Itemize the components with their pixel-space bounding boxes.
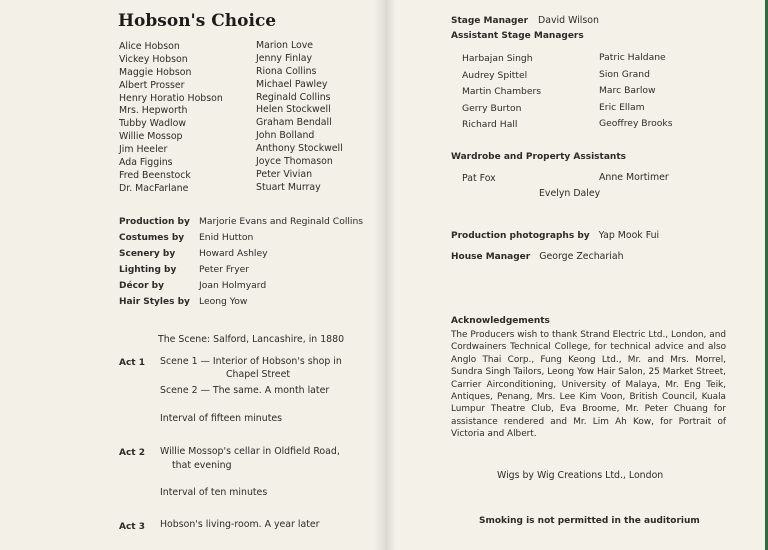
character-name: Fred Beenstock [119,169,191,181]
actor-name: Marion Love [256,40,314,51]
actor-name: Riona Collins [256,65,317,77]
credit-row [119,294,363,310]
act-2-setting-cont: that evening [172,460,232,471]
asm-name: Gerry Burton [462,102,522,114]
asm-name: Martin Chambers [462,86,542,97]
wardrobe-heading: Wardrobe and Property Assistants [451,152,626,162]
character-name: Tubby Wadlow [119,118,187,130]
wardrobe-name: Evelyn Daley [539,188,601,199]
actor-name: John Bolland [256,130,315,142]
credit-label: Scenery by [119,249,176,259]
act-1-scene-1-cont: Chapel Street [226,369,291,380]
asm-name: Patric Haldane [599,52,666,63]
act-1-scene-2: Scene 2 — The same. A month later [160,385,330,396]
character-name: Willie Mossop [119,131,183,143]
production-credits [119,214,363,310]
credit-label: Hair Styles by [119,297,190,307]
asm-name: Eric Ellam [599,101,645,113]
house-manager-label: House Manager [451,252,531,262]
actor-name: Stuart Murray [256,181,321,193]
stage-manager-row [451,8,599,28]
photos-row [451,223,659,243]
actor-name: Joyce Thomason [256,156,333,168]
act-1-interval: Interval of fifteen minutes [160,413,283,424]
wigs-credit: Wigs by Wig Creations Ltd., London [497,470,664,481]
actor-name: Graham Bendall [256,117,332,129]
credit-row [119,214,363,230]
credit-value: Marjorie Evans and Reginald Collins [199,216,364,227]
photos-name: Yap Mook Fui [598,230,660,241]
play-title: Hobson's Choice [118,11,277,31]
stage-manager-name: David Wilson [538,15,599,26]
wardrobe-name: Anne Mortimer [599,172,669,183]
credit-value: Peter Fryer [199,264,250,275]
asm-name: Audrey Spittel [462,69,528,81]
actor-name: Michael Pawley [256,78,328,90]
credit-label: Costumes by [119,233,185,243]
character-name: Mrs. Hepworth [119,105,188,117]
wardrobe-name: Pat Fox [462,173,496,184]
credit-row [119,278,363,294]
acknowledgements-heading: Acknowledgements [451,316,550,326]
smoking-notice: Smoking is not permitted in the auditorium [479,516,700,526]
character-name: Vickey Hobson [119,53,188,65]
actor-name: Anthony Stockwell [256,143,343,155]
actor-name: Helen Stockwell [256,104,331,116]
act-2-setting: Willie Mossop's cellar in Oldfield Road, [160,446,340,457]
character-name: Jim Heeler [119,144,168,156]
act-2-label: Act 2 [119,448,145,458]
credit-value: Joan Holmyard [199,280,267,291]
credit-value: Howard Ashley [199,248,268,259]
asm-list-col-2 [599,50,673,133]
actor-name: Jenny Finlay [256,52,313,64]
character-list [119,41,223,196]
character-name: Maggie Hobson [119,66,192,78]
credit-label: Production by [119,217,190,227]
asm-name: Harbajan Singh [462,53,533,64]
act-1-label: Act 1 [119,358,145,368]
actor-name: Reginald Collins [256,91,331,103]
character-name: Albert Prosser [119,79,185,91]
act-3-setting: Hobson's living-room. A year later [160,519,320,530]
acknowledgements-text: The Producers wish to thank Strand Electric Ltd., London, and Cordwainers Technical College, for technical advice and also Anglo Thai Corp., Fung Keong Ltd., Mr. and Mrs. Morrel, Sundra Singh Tailors, Leong Yow Hair Salon, 25 Market Street, Carrier Airconditioning, University of Malaya, Mr. Eng Teik, Antiques, Penang, Mrs. Lee Kim Voon, British Council, Kuala Lumpur Theatre Club, Eva Broome, Mr. Peter Chuang for assistance rendered and Mr. Lim Ah Kow, for Portrait of Victoria and Albert. [451,330,726,440]
credit-row [119,246,363,262]
scene-setting: The Scene: Salford, Lancashire, in 1880 [158,334,345,345]
photos-label: Production photographs by [451,231,590,241]
house-manager-name: George Zechariah [539,251,624,262]
act-2-interval: Interval of ten minutes [160,487,268,498]
asm-name: Geoffrey Brooks [599,118,673,129]
stage-manager-label: Stage Manager [451,16,529,26]
credit-row [119,262,363,278]
credit-value: Leong Yow [199,296,248,307]
asm-heading: Assistant Stage Managers [451,31,584,41]
credit-label: Décor by [119,281,164,291]
actor-list [256,40,343,195]
asm-list-col-1 [462,51,541,134]
act-1-scene-1: Scene 1 — Interior of Hobson's shop in [160,356,342,367]
house-manager-row [451,244,624,264]
center-fold [374,0,396,550]
credit-label: Lighting by [119,265,177,275]
character-name: Alice Hobson [119,41,180,52]
character-name: Ada Figgins [119,157,173,169]
credit-value: Enid Hutton [199,232,254,243]
credit-row [119,230,363,246]
actor-name: Peter Vivian [256,168,313,180]
asm-name: Marc Barlow [599,85,656,96]
act-3-label: Act 3 [119,522,145,532]
character-name: Henry Horatio Hobson [119,92,223,104]
asm-name: Richard Hall [462,119,518,130]
asm-name: Sion Grand [599,68,650,80]
character-name: Dr. MacFarlane [119,182,189,194]
right-page [384,0,768,550]
